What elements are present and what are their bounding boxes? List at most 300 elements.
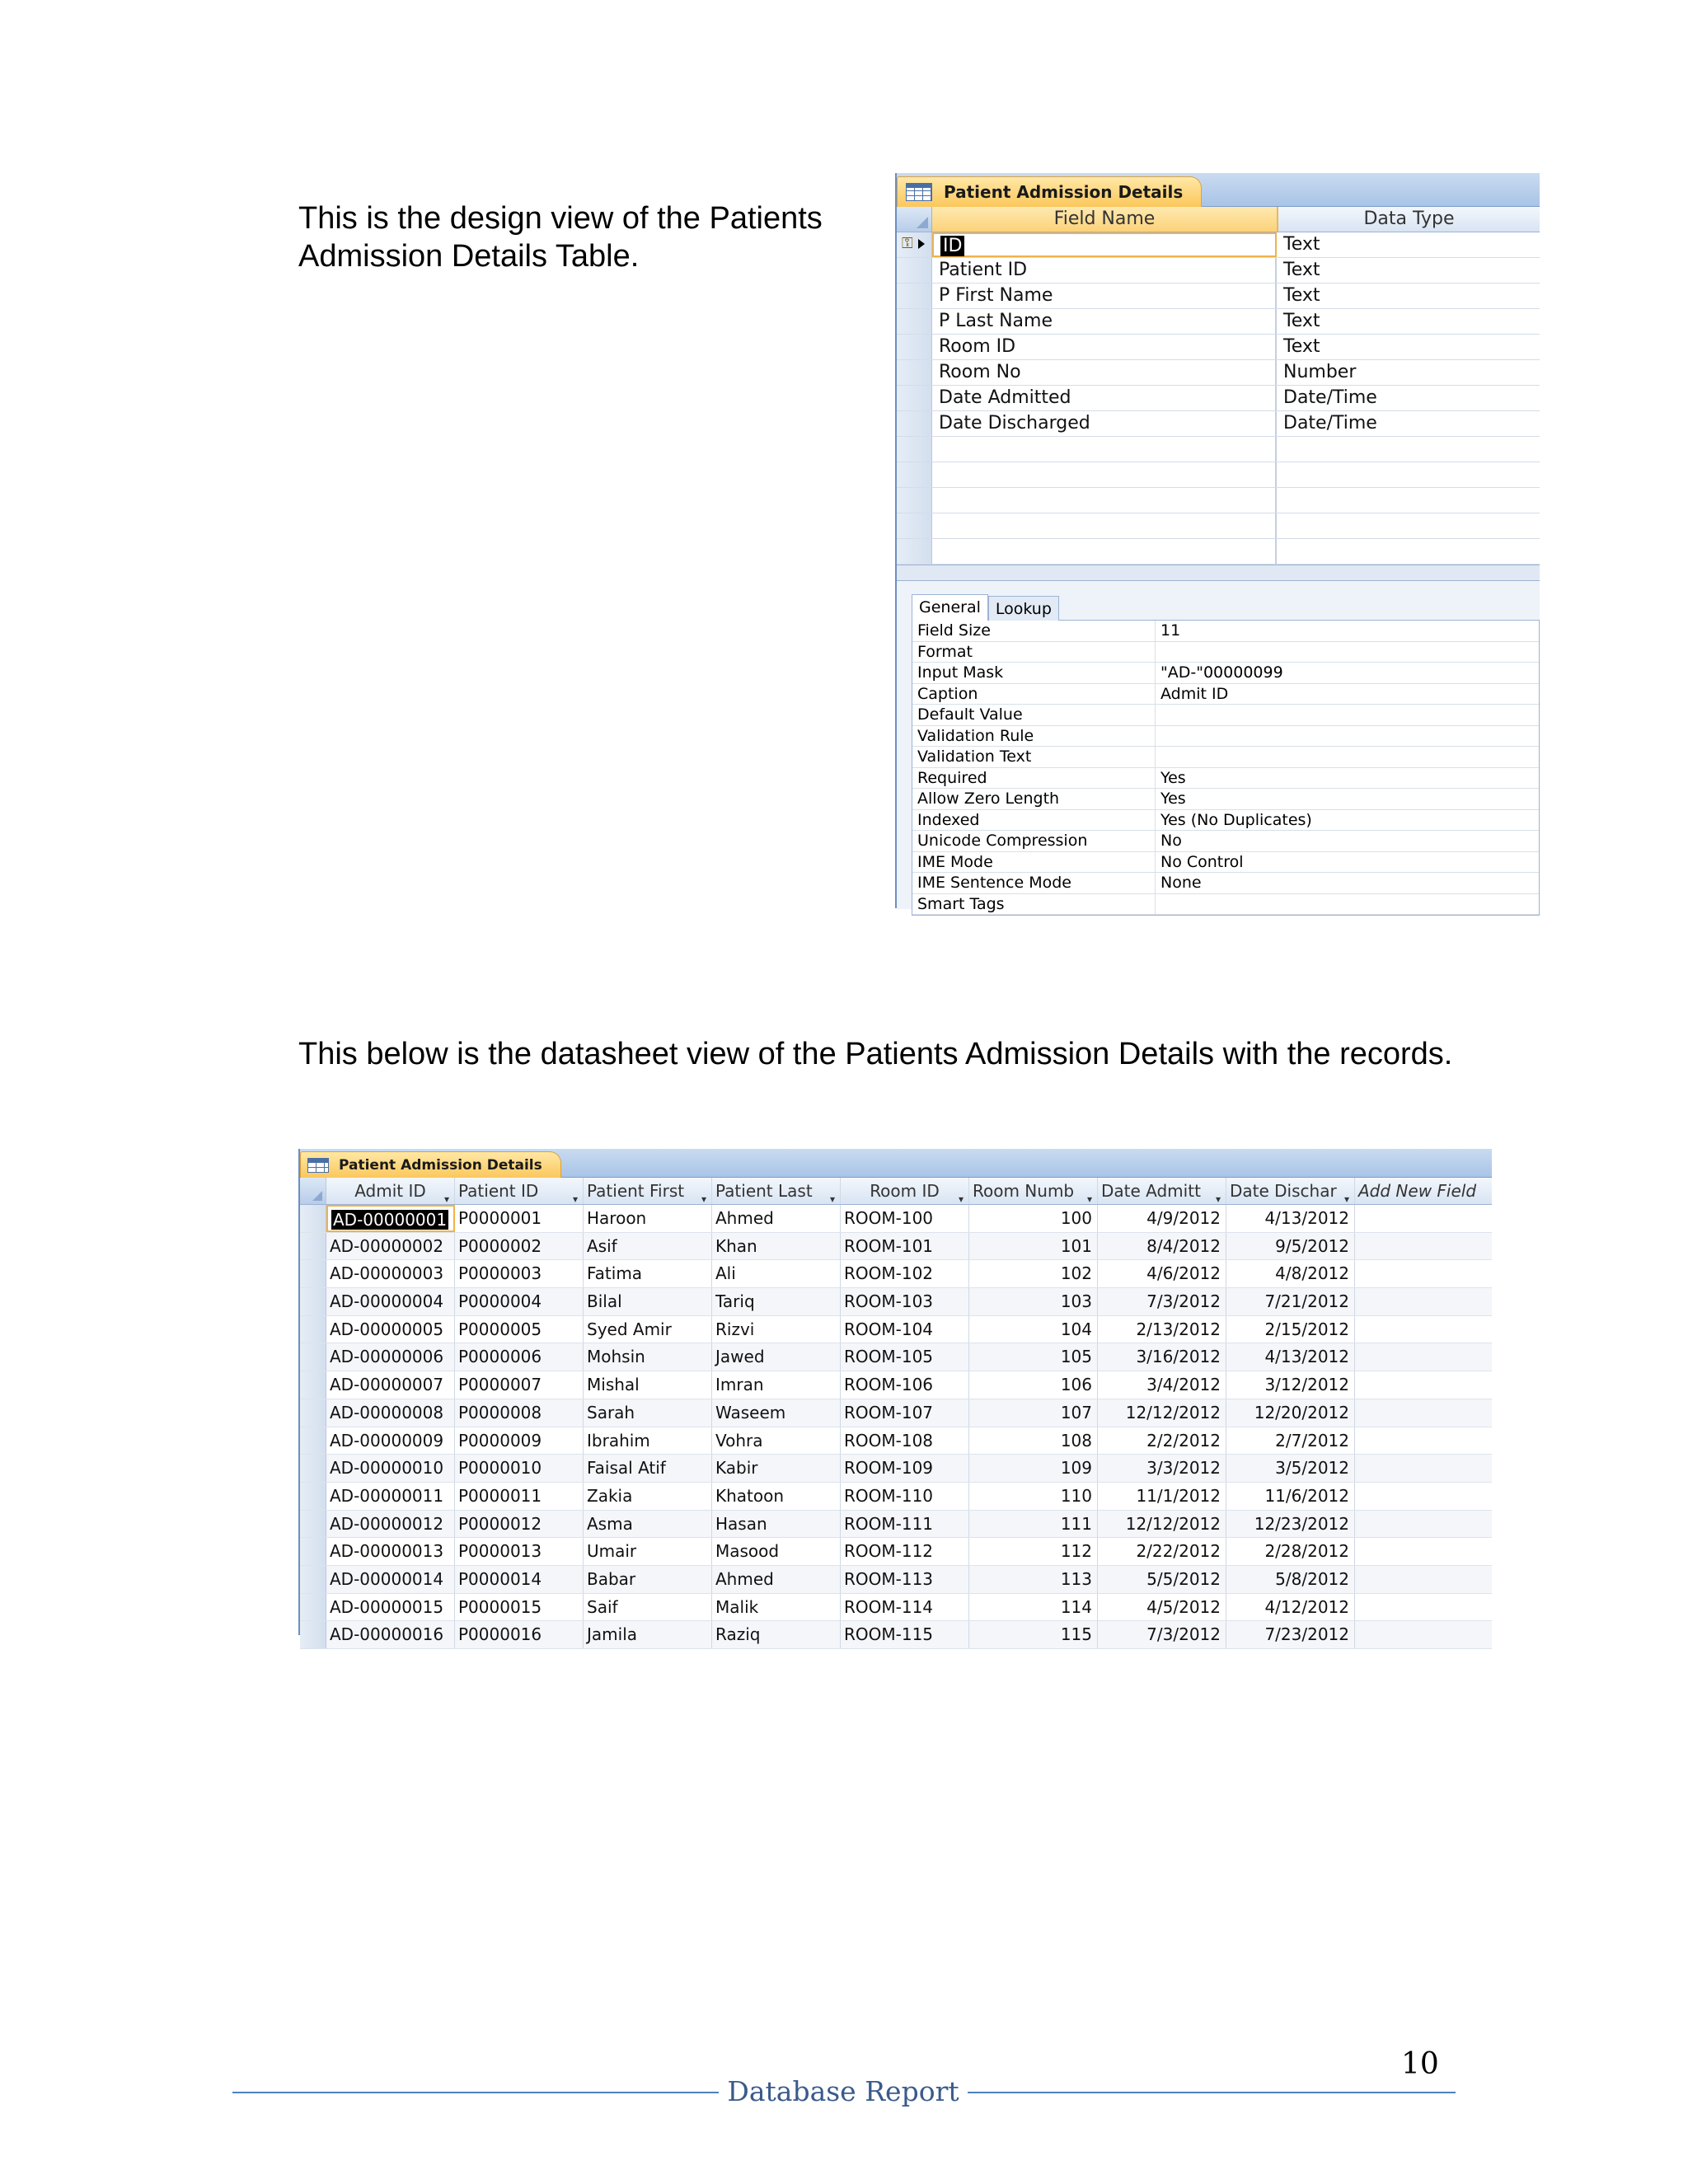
property-value[interactable] [1156,747,1539,767]
table-row[interactable] [300,1594,1492,1622]
design-header-row [897,207,1540,232]
dropdown-arrow-icon[interactable]: ▾ [829,1193,835,1204]
empty-field-row[interactable] [897,462,1540,488]
data-type-cell[interactable]: Number [1283,362,1357,382]
field-row[interactable] [897,411,1540,437]
table-cell[interactable]: 106 [969,1371,1098,1399]
table-cell[interactable]: 100 [969,1205,1098,1232]
property-row[interactable] [912,873,1539,894]
table-cell[interactable]: 2/7/2012 [1226,1427,1355,1455]
data-type-cell[interactable]: Text [1283,311,1320,331]
table-cell[interactable]: 7/3/2012 [1098,1621,1226,1648]
record-selector[interactable] [300,1399,326,1427]
table-cell[interactable]: AD-00000014 [326,1566,455,1593]
datasheet-header-row [300,1178,1492,1205]
property-row[interactable] [912,642,1539,663]
table-cell[interactable]: 7/23/2012 [1226,1621,1355,1648]
dropdown-arrow-icon[interactable]: ▾ [572,1193,578,1204]
property-row[interactable] [912,621,1539,642]
table-cell[interactable]: 104 [969,1316,1098,1343]
empty-field-row[interactable] [897,488,1540,513]
table-cell[interactable]: 113 [969,1566,1098,1593]
data-type-cell[interactable]: Text [1283,234,1320,255]
table-row[interactable] [300,1621,1492,1649]
add-new-field-cell[interactable] [1355,1316,1492,1343]
table-row[interactable] [300,1566,1492,1594]
column-header[interactable] [1355,1178,1492,1204]
property-value[interactable]: No [1160,832,1182,850]
field-name-cell[interactable] [932,284,1277,308]
field-name-cell[interactable] [932,539,1277,564]
add-new-field-cell[interactable] [1355,1343,1492,1371]
row-selector[interactable] [897,539,932,564]
table-cell[interactable]: 2/22/2012 [1098,1538,1226,1565]
table-cell[interactable]: 101 [969,1233,1098,1260]
table-cell[interactable] [326,1205,455,1232]
table-cell[interactable]: 11/1/2012 [1098,1483,1226,1510]
table-cell[interactable]: Umair [584,1538,712,1565]
table-row[interactable] [300,1316,1492,1344]
table-cell[interactable]: 3/3/2012 [1098,1455,1226,1482]
record-selector[interactable] [300,1205,326,1232]
field-row[interactable] [897,232,1540,258]
row-selector[interactable] [897,309,932,334]
table-cell[interactable]: 109 [969,1455,1098,1482]
table-cell[interactable]: 2/13/2012 [1098,1316,1226,1343]
table-row[interactable] [300,1538,1492,1566]
table-cell[interactable]: Masood [712,1538,841,1565]
column-header[interactable] [1098,1178,1226,1204]
property-row[interactable] [912,684,1539,705]
property-value[interactable]: None [1160,874,1202,892]
table-cell[interactable]: 12/12/2012 [1098,1511,1226,1538]
row-selector[interactable] [897,513,932,538]
table-cell[interactable]: Vohra [712,1427,841,1455]
table-cell[interactable]: ROOM-105 [841,1343,969,1371]
table-cell[interactable]: Babar [584,1566,712,1593]
field-name-text: Patient ID [939,260,1028,280]
field-row[interactable] [897,360,1540,386]
table-cell[interactable]: Khatoon [712,1483,841,1510]
record-selector[interactable] [300,1316,326,1343]
data-type-cell[interactable] [1277,513,1540,538]
property-row[interactable] [912,705,1539,726]
table-cell[interactable]: 12/12/2012 [1098,1399,1226,1427]
table-cell[interactable]: P0000016 [455,1621,584,1648]
column-header[interactable] [841,1178,969,1204]
table-cell[interactable]: 2/15/2012 [1226,1316,1355,1343]
row-selector[interactable] [897,462,932,487]
design-field-list [897,232,1540,565]
table-cell[interactable]: P0000003 [455,1260,584,1287]
field-row[interactable] [897,284,1540,309]
field-name-cell[interactable] [932,411,1277,436]
table-cell[interactable]: 3/12/2012 [1226,1371,1355,1399]
table-cell[interactable]: ROOM-103 [841,1288,969,1315]
record-selector[interactable] [300,1566,326,1593]
table-row[interactable] [300,1455,1492,1483]
table-cell[interactable]: Bilal [584,1288,712,1315]
data-type-cell[interactable] [1277,462,1540,487]
record-selector[interactable] [300,1594,326,1621]
table-cell[interactable]: ROOM-101 [841,1233,969,1260]
page-footer [232,2072,1456,2113]
add-new-field-cell[interactable] [1355,1260,1492,1287]
property-value[interactable] [1156,642,1539,663]
property-value[interactable] [1156,726,1539,747]
add-new-field-cell[interactable] [1355,1399,1492,1427]
table-cell[interactable]: P0000012 [455,1511,584,1538]
add-new-field-cell[interactable] [1355,1455,1492,1482]
property-row[interactable] [912,810,1539,832]
field-name-cell[interactable] [932,513,1277,538]
property-row[interactable] [912,852,1539,874]
table-cell[interactable]: Imran [712,1371,841,1399]
table-cell[interactable]: P0000004 [455,1288,584,1315]
row-selector[interactable] [897,232,932,257]
table-cell[interactable]: Hasan [712,1511,841,1538]
add-new-field-cell[interactable] [1355,1621,1492,1648]
table-row[interactable] [300,1233,1492,1261]
table-cell[interactable]: 12/23/2012 [1226,1511,1355,1538]
field-name-cell[interactable] [932,360,1277,385]
property-row[interactable] [912,768,1539,790]
tab-lookup[interactable]: Lookup [988,596,1059,621]
record-selector[interactable] [300,1371,326,1399]
property-value[interactable]: Yes [1160,768,1186,787]
table-cell[interactable]: Faisal Atif [584,1455,712,1482]
property-row[interactable] [912,789,1539,810]
table-cell[interactable]: ROOM-104 [841,1316,969,1343]
table-cell[interactable]: Ahmed [712,1205,841,1232]
table-cell[interactable]: AD-00000011 [326,1483,455,1510]
dropdown-arrow-icon[interactable]: ▾ [1343,1193,1349,1204]
add-new-field-cell[interactable] [1355,1205,1492,1232]
table-row[interactable] [300,1399,1492,1427]
field-name-cell[interactable] [932,488,1277,513]
property-value[interactable]: No Control [1160,852,1244,871]
data-type-cell[interactable] [1277,437,1540,462]
table-cell[interactable]: 4/12/2012 [1226,1594,1355,1621]
table-cell[interactable]: AD-00000009 [326,1427,455,1455]
table-cell[interactable]: 4/13/2012 [1226,1343,1355,1371]
table-cell[interactable]: 3/16/2012 [1098,1343,1226,1371]
table-cell[interactable]: 105 [969,1343,1098,1371]
property-value[interactable]: Admit ID [1160,684,1229,703]
table-cell[interactable]: AD-00000005 [326,1316,455,1343]
table-cell[interactable]: P0000006 [455,1343,584,1371]
property-label: Default Value [912,705,1156,725]
table-cell[interactable]: P0000008 [455,1399,584,1427]
table-cell[interactable]: AD-00000008 [326,1399,455,1427]
select-all-button[interactable] [300,1178,326,1204]
table-cell[interactable]: ROOM-110 [841,1483,969,1510]
data-type-cell[interactable]: Text [1283,336,1320,357]
table-cell[interactable]: Khan [712,1233,841,1260]
row-selector[interactable] [897,411,932,436]
record-selector[interactable] [300,1511,326,1538]
table-cell[interactable]: 102 [969,1260,1098,1287]
property-label: Indexed [912,810,1156,831]
property-value[interactable]: Yes (No Duplicates) [1160,810,1312,829]
table-cell[interactable]: P0000011 [455,1483,584,1510]
table-row[interactable] [300,1205,1492,1233]
table-cell[interactable]: 7/3/2012 [1098,1288,1226,1315]
table-cell[interactable]: 103 [969,1288,1098,1315]
property-label: Input Mask [912,663,1156,683]
dropdown-arrow-icon[interactable]: ▾ [701,1193,706,1204]
table-cell[interactable]: Tariq [712,1288,841,1315]
table-cell[interactable]: P0000013 [455,1538,584,1565]
property-label: Caption [912,684,1156,705]
record-selector[interactable] [300,1260,326,1287]
record-selector[interactable] [300,1288,326,1315]
empty-field-row[interactable] [897,539,1540,565]
table-cell[interactable]: P0000005 [455,1316,584,1343]
property-value[interactable] [1156,705,1539,725]
table-cell[interactable]: 111 [969,1511,1098,1538]
table-cell[interactable]: 4/8/2012 [1226,1260,1355,1287]
design-splitter[interactable] [897,565,1540,581]
field-name-text: P Last Name [939,311,1053,331]
table-cell[interactable]: ROOM-112 [841,1538,969,1565]
property-label: Allow Zero Length [912,789,1156,809]
table-cell[interactable]: Kabir [712,1455,841,1482]
table-cell[interactable]: Ali [712,1260,841,1287]
field-name-cell[interactable] [932,232,1277,257]
table-cell[interactable]: 4/6/2012 [1098,1260,1226,1287]
table-cell[interactable]: 9/5/2012 [1226,1233,1355,1260]
table-cell[interactable]: Ibrahim [584,1427,712,1455]
table-row[interactable] [300,1343,1492,1371]
add-new-field-cell[interactable] [1355,1594,1492,1621]
field-row[interactable] [897,309,1540,335]
table-cell[interactable]: ROOM-106 [841,1371,969,1399]
table-cell[interactable]: 114 [969,1594,1098,1621]
column-header[interactable] [584,1178,712,1204]
field-row[interactable] [897,335,1540,360]
table-cell[interactable]: Haroon [584,1205,712,1232]
table-cell[interactable]: 110 [969,1483,1098,1510]
empty-field-row[interactable] [897,437,1540,462]
table-row[interactable] [300,1260,1492,1288]
record-selector[interactable] [300,1343,326,1371]
add-new-field-cell[interactable] [1355,1566,1492,1593]
table-cell[interactable]: AD-00000004 [326,1288,455,1315]
field-name-cell[interactable] [932,437,1277,462]
table-cell[interactable]: 4/13/2012 [1226,1205,1355,1232]
data-type-cell[interactable] [1277,539,1540,564]
table-cell[interactable]: 3/4/2012 [1098,1371,1226,1399]
select-all-button[interactable] [897,207,932,232]
table-cell[interactable]: 7/21/2012 [1226,1288,1355,1315]
table-cell[interactable]: 4/5/2012 [1098,1594,1226,1621]
table-cell[interactable]: P0000015 [455,1594,584,1621]
row-selector[interactable] [897,335,932,359]
table-cell[interactable]: ROOM-107 [841,1399,969,1427]
table-cell[interactable]: P0000002 [455,1233,584,1260]
row-selector[interactable] [897,258,932,283]
data-type-cell[interactable]: Text [1283,260,1320,280]
add-new-field-cell[interactable] [1355,1427,1492,1455]
table-cell[interactable]: ROOM-115 [841,1621,969,1648]
table-cell[interactable]: AD-00000010 [326,1455,455,1482]
design-tab-title: Patient Admission Details [944,182,1184,202]
add-new-field-cell[interactable] [1355,1288,1492,1315]
table-row[interactable] [300,1511,1492,1539]
table-cell[interactable]: Fatima [584,1260,712,1287]
table-cell[interactable]: Asif [584,1233,712,1260]
table-cell[interactable]: Ahmed [712,1566,841,1593]
property-value[interactable]: Yes [1160,790,1186,808]
table-cell[interactable]: 5/8/2012 [1226,1566,1355,1593]
property-value[interactable] [1156,894,1539,915]
table-cell[interactable]: Raziq [712,1621,841,1648]
row-selector[interactable] [897,437,932,462]
table-cell[interactable]: P0000014 [455,1566,584,1593]
property-row[interactable] [912,726,1539,748]
column-header[interactable] [712,1178,841,1204]
row-selector[interactable] [897,284,932,308]
add-new-field-cell[interactable] [1355,1483,1492,1510]
table-cell[interactable]: Jamila [584,1621,712,1648]
table-cell[interactable]: 112 [969,1538,1098,1565]
table-row[interactable] [300,1371,1492,1399]
table-cell[interactable]: AD-00000006 [326,1343,455,1371]
table-cell[interactable]: ROOM-114 [841,1594,969,1621]
column-header-label: Add New Field [1358,1181,1477,1201]
record-selector[interactable] [300,1621,326,1648]
page-number: 10 [1401,2047,1439,2081]
record-selector[interactable] [300,1427,326,1455]
table-cell[interactable]: Mohsin [584,1343,712,1371]
table-cell[interactable]: ROOM-100 [841,1205,969,1232]
table-cell[interactable]: P0000007 [455,1371,584,1399]
add-new-field-cell[interactable] [1355,1371,1492,1399]
record-selector[interactable] [300,1455,326,1482]
table-cell[interactable]: Rizvi [712,1316,841,1343]
table-cell[interactable]: ROOM-102 [841,1260,969,1287]
datasheet-tab[interactable] [300,1151,561,1178]
design-tab[interactable] [897,176,1202,207]
table-cell[interactable]: 8/4/2012 [1098,1233,1226,1260]
table-cell[interactable]: P0000010 [455,1455,584,1482]
datasheet-tab-title: Patient Admission Details [339,1156,542,1174]
table-cell[interactable]: AD-00000003 [326,1260,455,1287]
table-cell[interactable]: 4/9/2012 [1098,1205,1226,1232]
record-selector[interactable] [300,1483,326,1510]
data-type-cell[interactable]: Date/Time [1283,413,1377,434]
data-type-cell[interactable]: Date/Time [1283,387,1377,408]
table-cell[interactable]: ROOM-113 [841,1566,969,1593]
table-cell[interactable]: 108 [969,1427,1098,1455]
table-cell[interactable]: ROOM-109 [841,1455,969,1482]
table-cell[interactable]: 2/2/2012 [1098,1427,1226,1455]
table-cell[interactable]: 12/20/2012 [1226,1399,1355,1427]
table-cell[interactable]: P0000001 [455,1205,584,1232]
record-selector[interactable] [300,1233,326,1260]
table-cell[interactable]: AD-00000002 [326,1233,455,1260]
column-header[interactable] [455,1178,584,1204]
field-name-cell[interactable] [932,309,1277,334]
column-header-label: Room Numb [973,1181,1075,1201]
column-header[interactable] [969,1178,1098,1204]
table-cell[interactable]: Mishal [584,1371,712,1399]
table-row[interactable] [300,1288,1492,1316]
record-selector[interactable] [300,1538,326,1565]
property-row[interactable] [912,831,1539,852]
data-type-cell[interactable] [1277,488,1540,513]
property-row[interactable] [912,663,1539,684]
add-new-field-cell[interactable] [1355,1511,1492,1538]
dropdown-arrow-icon[interactable]: ▾ [1086,1193,1092,1204]
property-value[interactable]: 11 [1160,621,1181,640]
table-cell[interactable]: AD-00000007 [326,1371,455,1399]
table-cell[interactable]: Zakia [584,1483,712,1510]
property-value[interactable]: "AD-"00000099 [1160,663,1283,682]
row-selector[interactable] [897,488,932,513]
dropdown-arrow-icon[interactable]: ▾ [1215,1193,1221,1204]
table-cell[interactable]: ROOM-108 [841,1427,969,1455]
row-selector[interactable] [897,386,932,410]
table-cell[interactable]: 5/5/2012 [1098,1566,1226,1593]
table-cell[interactable]: P0000009 [455,1427,584,1455]
tab-general[interactable]: General [912,594,988,621]
data-type-cell[interactable]: Text [1283,285,1320,306]
row-selector[interactable] [897,360,932,385]
table-cell[interactable]: 2/28/2012 [1226,1538,1355,1565]
table-cell[interactable]: 115 [969,1621,1098,1648]
dropdown-arrow-icon[interactable]: ▾ [958,1193,964,1204]
table-row[interactable] [300,1427,1492,1455]
table-row[interactable] [300,1483,1492,1511]
add-new-field-cell[interactable] [1355,1233,1492,1260]
table-cell[interactable]: ROOM-111 [841,1511,969,1538]
table-cell[interactable]: Malik [712,1594,841,1621]
table-cell[interactable]: AD-00000013 [326,1538,455,1565]
add-new-field-cell[interactable] [1355,1538,1492,1565]
field-name-cell[interactable] [932,462,1277,487]
table-cell[interactable]: Saif [584,1594,712,1621]
field-name-cell[interactable] [932,335,1277,359]
table-cell[interactable]: AD-00000012 [326,1511,455,1538]
table-cell[interactable]: Waseem [712,1399,841,1427]
table-cell[interactable]: 107 [969,1399,1098,1427]
table-cell[interactable]: AD-00000015 [326,1594,455,1621]
table-cell[interactable]: 11/6/2012 [1226,1483,1355,1510]
column-header[interactable] [1226,1178,1355,1204]
field-row[interactable] [897,386,1540,411]
property-row[interactable] [912,894,1539,916]
property-row[interactable] [912,747,1539,768]
property-label: Format [912,642,1156,663]
table-cell[interactable]: Syed Amir [584,1316,712,1343]
table-cell[interactable]: Sarah [584,1399,712,1427]
table-cell[interactable]: AD-00000016 [326,1621,455,1648]
column-header-label: Date Dischar [1230,1181,1337,1201]
field-name-cell[interactable] [932,258,1277,283]
property-label: Smart Tags [912,894,1156,915]
field-row[interactable] [897,258,1540,284]
table-cell[interactable]: 3/5/2012 [1226,1455,1355,1482]
empty-field-row[interactable] [897,513,1540,539]
dropdown-arrow-icon[interactable]: ▾ [443,1193,449,1204]
table-cell[interactable]: Asma [584,1511,712,1538]
column-header[interactable] [326,1178,455,1204]
column-header-label: Patient First [587,1181,685,1201]
field-name-cell[interactable] [932,386,1277,410]
table-cell[interactable]: Jawed [712,1343,841,1371]
